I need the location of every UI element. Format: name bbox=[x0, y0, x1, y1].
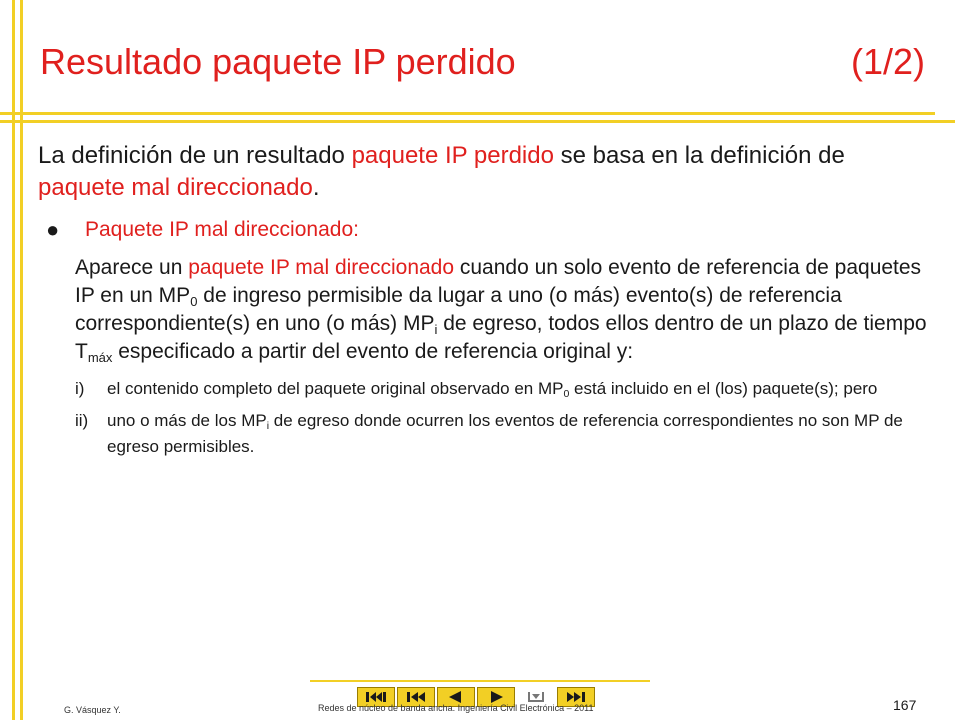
subscript: i bbox=[266, 420, 270, 433]
list-item-number: i) bbox=[75, 379, 85, 398]
para-highlight: paquete IP mal direccionado bbox=[188, 256, 455, 279]
slide-body bbox=[38, 140, 928, 466]
item-text: uno o más de los MP bbox=[107, 411, 267, 430]
condition-list bbox=[75, 376, 928, 460]
list-item bbox=[75, 376, 928, 402]
list-item-text bbox=[107, 376, 928, 402]
definition-paragraph bbox=[75, 254, 928, 366]
bullet-item bbox=[38, 216, 928, 244]
footer-rule bbox=[310, 680, 650, 682]
subscript: i bbox=[434, 321, 438, 337]
intro-text: La definición de un resultado bbox=[38, 142, 352, 169]
para-text: Aparece un bbox=[75, 256, 189, 279]
first-icon bbox=[363, 690, 389, 704]
item-text: está incluido en el (los) paquete(s); pero bbox=[569, 379, 878, 398]
subscript: máx bbox=[87, 349, 113, 365]
subscript: 0 bbox=[563, 388, 570, 401]
frame-line-left-1 bbox=[12, 0, 15, 720]
footer-author: G. Vásquez Y. bbox=[64, 705, 121, 715]
item-text: el contenido completo del paquete original observado en MP bbox=[107, 379, 564, 398]
list-item-text bbox=[107, 408, 928, 460]
previous-section-icon bbox=[403, 690, 429, 704]
title-rule-1 bbox=[0, 112, 935, 115]
intro-highlight: paquete mal direccionado bbox=[38, 174, 313, 201]
intro-text: se basa en la definición de bbox=[553, 142, 845, 169]
list-item bbox=[75, 408, 928, 460]
subscript: 0 bbox=[190, 293, 198, 309]
title-rule-2 bbox=[0, 120, 955, 123]
bullet-heading: Paquete IP mal direccionado: bbox=[85, 218, 359, 241]
next-section-icon bbox=[563, 690, 589, 704]
bullet-icon: ● bbox=[46, 217, 60, 242]
frame-line-left-2 bbox=[20, 0, 23, 720]
title-part: (1/2) bbox=[850, 41, 925, 82]
return-icon bbox=[523, 690, 549, 704]
intro-text: . bbox=[312, 174, 320, 201]
footer-course: Redes de núcleo de banda ancha. Ingeniería Civil Electrónica – 2011 bbox=[318, 703, 594, 713]
para-text: de egreso, todos ellos dentro de un plazo de tiempo T bbox=[75, 312, 927, 363]
item-text: de egreso donde ocurren los eventos de referencia correspondientes no son MP de egreso permisibles. bbox=[107, 411, 903, 456]
list-item-number: ii) bbox=[75, 411, 89, 430]
intro-paragraph bbox=[38, 140, 928, 204]
para-text: de ingreso permisible da lugar a uno (o más) evento(s) de referencia correspondiente(s) en uno (o más) MP bbox=[75, 284, 842, 335]
para-text: cuando un solo evento de referencia de paquetes IP en un MP bbox=[75, 256, 922, 307]
next-icon bbox=[483, 690, 509, 704]
previous-icon bbox=[443, 690, 469, 704]
title-text: Resultado paquete IP perdido bbox=[40, 41, 516, 82]
para-text: especificado a partir del evento de referencia original y: bbox=[112, 340, 634, 363]
slide-title bbox=[40, 40, 925, 84]
page-number: 167 bbox=[893, 697, 917, 713]
intro-highlight: paquete IP perdido bbox=[351, 142, 554, 169]
